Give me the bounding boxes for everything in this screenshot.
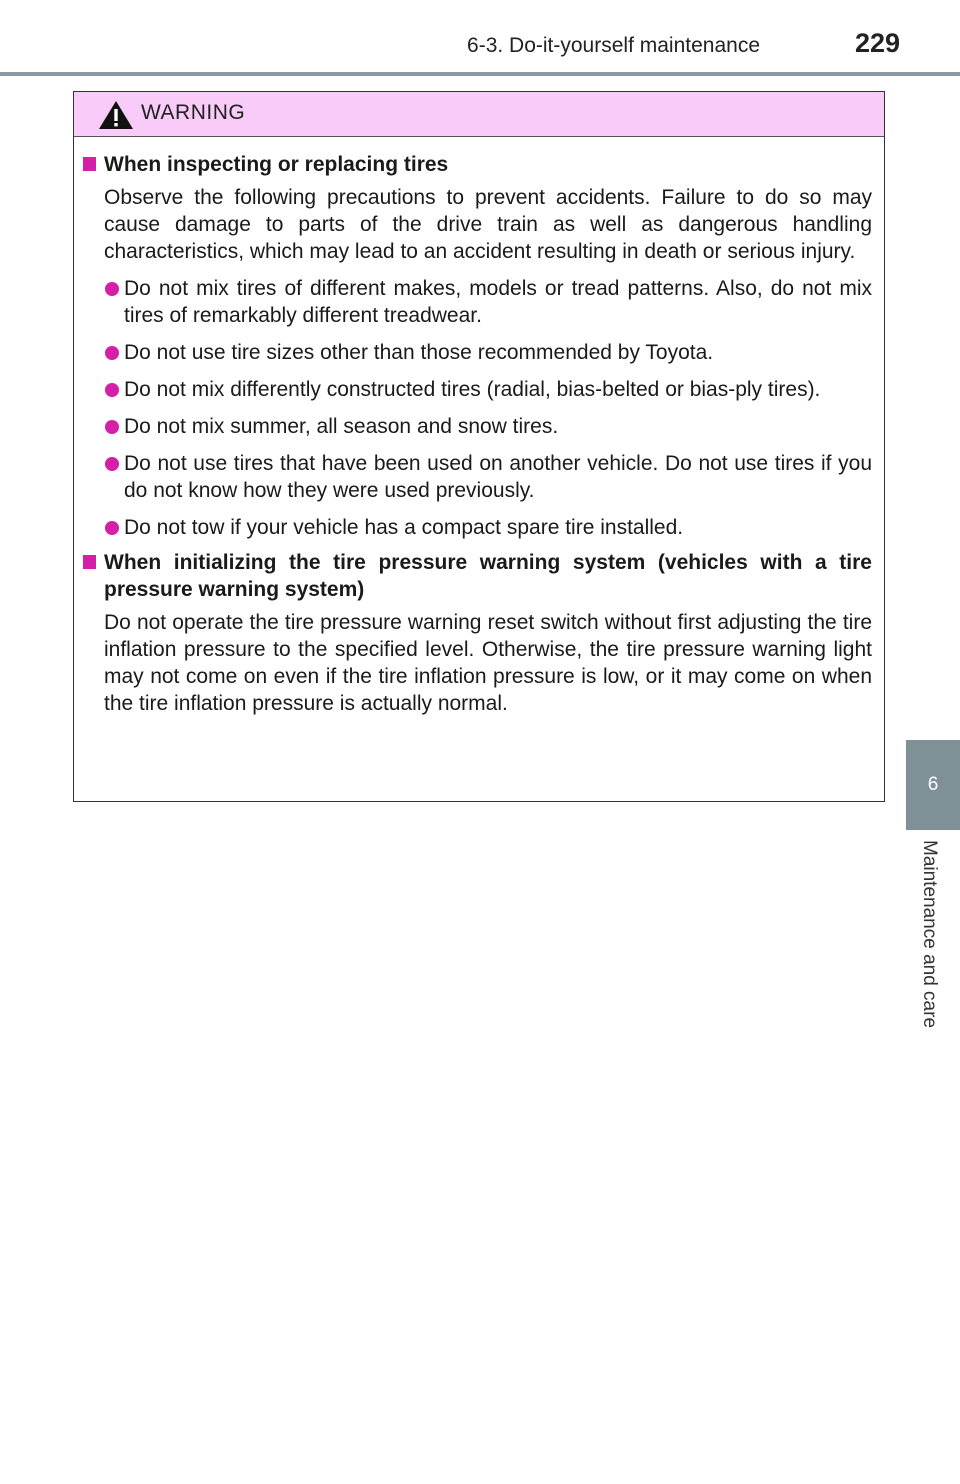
list-item	[83, 514, 872, 541]
section-paragraph: Do not operate the tire pressure warning reset switch without first adjusting the tire inflation pressure to the specified level. Otherwise, the tire pressure warning light may not come on even if the tire inflation pressure is low, or it may come on when the tire inflation pressure is actually normal.	[104, 611, 872, 715]
section-paragraph: Observe the following precautions to prevent accidents. Failure to do so may cause damage to parts of the drive train as well as dangerous handling characteristics, which may lead to an accident resulting in death or serious injury.	[104, 186, 872, 263]
round-bullet-icon	[105, 346, 119, 360]
section-header-title: 6-3. Do-it-yourself maintenance	[467, 34, 760, 57]
list-item-text: Do not use tires that have been used on another vehicle. Do not use tires if you do not know how they were used previously.	[124, 452, 872, 502]
list-item	[83, 450, 872, 504]
section-heading	[83, 151, 872, 178]
section-heading	[83, 549, 872, 603]
round-bullet-icon	[105, 383, 119, 397]
square-bullet-icon	[83, 555, 96, 569]
warning-body	[74, 137, 884, 717]
chapter-tab[interactable]: 6	[906, 740, 960, 830]
round-bullet-icon	[105, 457, 119, 471]
square-bullet-icon	[83, 157, 96, 171]
warning-header	[74, 92, 884, 137]
chapter-tab-label: Maintenance and care	[919, 840, 940, 1029]
list-item-text: Do not mix differently constructed tires (radial, bias-belted or bias-ply tires).	[124, 378, 821, 401]
list-item-text: Do not use tire sizes other than those recommended by Toyota.	[124, 341, 714, 364]
page-number: 229	[854, 28, 900, 58]
list-item-text: Do not tow if your vehicle has a compact spare tire installed.	[124, 516, 684, 539]
round-bullet-icon	[105, 521, 119, 535]
header-divider	[0, 72, 960, 76]
list-item	[83, 339, 872, 366]
round-bullet-icon	[105, 282, 119, 296]
list-item-text: Do not mix tires of different makes, models or tread patterns. Also, do not mix tires of remarkably different treadwear.	[124, 277, 872, 327]
list-item-text: Do not mix summer, all season and snow tires.	[124, 415, 559, 438]
warning-title: WARNING	[141, 101, 246, 124]
section-heading-text: When inspecting or replacing tires	[104, 153, 449, 176]
section-heading-text: When initializing the tire pressure warning system (vehicles with a tire pressure warning system)	[104, 551, 872, 601]
round-bullet-icon	[105, 420, 119, 434]
list-item	[83, 275, 872, 329]
warning-triangle-icon	[98, 100, 134, 130]
list-item	[83, 413, 872, 440]
list-item	[83, 376, 872, 403]
warning-box	[73, 91, 885, 802]
